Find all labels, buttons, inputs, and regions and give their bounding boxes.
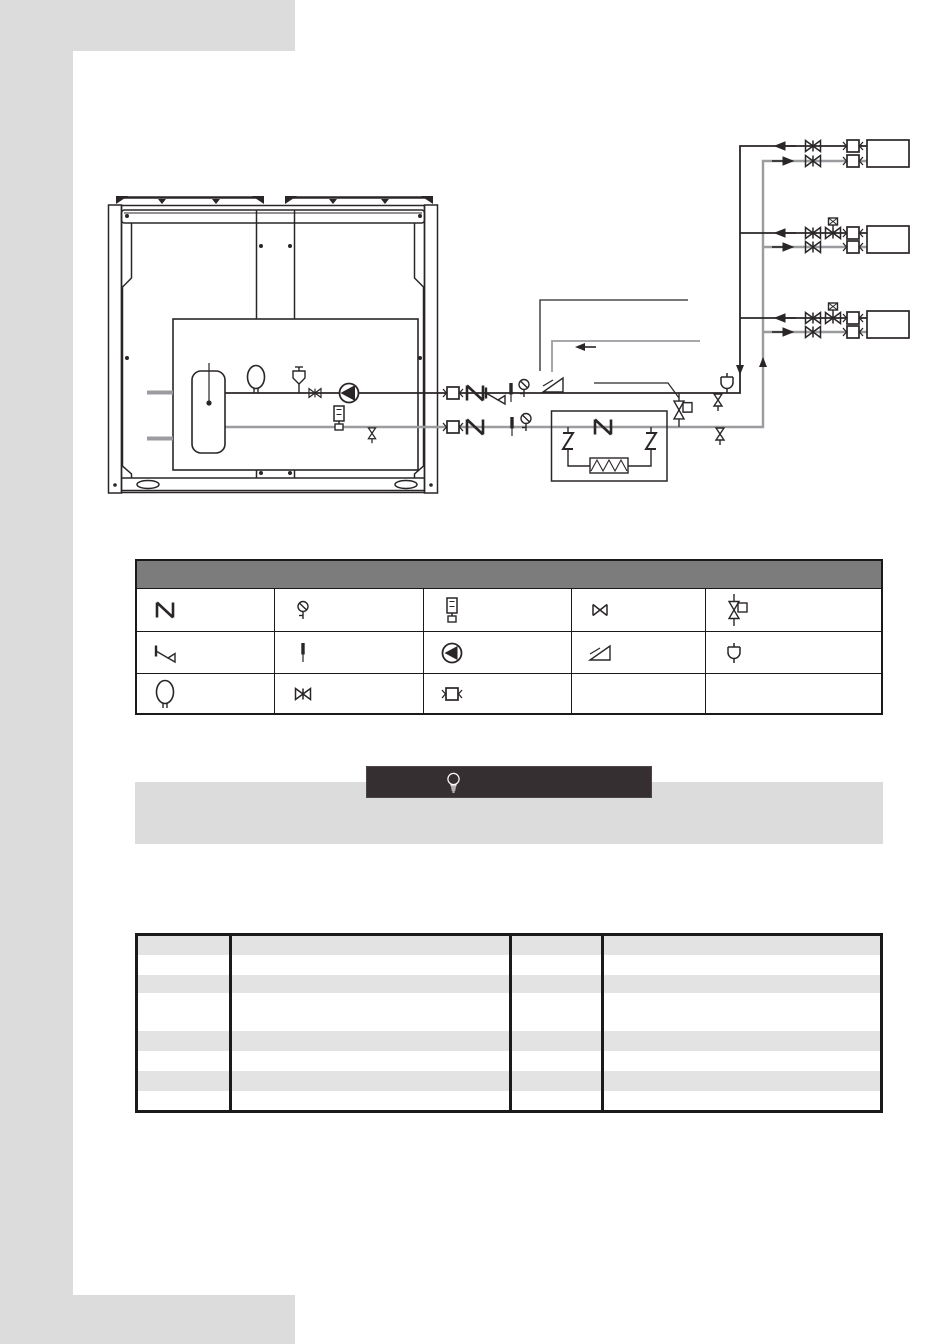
legend-table	[135, 559, 883, 715]
terminal-unit-box	[867, 311, 909, 338]
expansion-vessel-icon	[143, 673, 187, 715]
flexible-joint-icon	[430, 673, 474, 715]
flexible-joint	[443, 387, 463, 399]
flexible-joint	[443, 421, 463, 433]
legend-cell-pressure-gauge-icon	[274, 589, 423, 631]
outdoor-unit	[109, 196, 438, 493]
terminal-unit-box	[867, 140, 909, 167]
legend-cell-y-strainer-icon	[137, 631, 274, 673]
check-valve-icon	[578, 589, 622, 631]
motorized-valve	[829, 218, 838, 228]
callout-leader-gray	[552, 341, 700, 372]
thermometer-icon	[281, 632, 325, 674]
field-components	[443, 343, 767, 481]
flow-arrow	[575, 343, 596, 351]
terminal-branches	[772, 140, 909, 338]
legend-header	[137, 561, 881, 589]
terminal-unit-box	[867, 226, 909, 253]
callout-leader-black	[540, 300, 688, 371]
air-purge-valve	[721, 373, 733, 393]
flow-arrow-down	[736, 365, 744, 375]
piping-diagram	[0, 0, 950, 560]
legend-cell-flexible-hose-icon	[137, 589, 274, 631]
drain-valve	[714, 394, 722, 411]
legend-cell-empty	[571, 673, 705, 713]
column-divider	[601, 936, 604, 1110]
foot-hole	[137, 481, 159, 489]
flow-switch	[334, 406, 344, 430]
legend-cell-circulation-pump-icon	[423, 631, 571, 673]
legend-grid	[137, 589, 881, 713]
y-strainer-icon	[143, 632, 187, 674]
drain-valve	[716, 428, 724, 445]
legend-cell-flexible-joint-icon	[423, 673, 571, 713]
air-purge-valve-icon	[712, 632, 756, 674]
differential-pressure-valve-icon	[712, 589, 756, 631]
light-bulb-icon	[446, 771, 461, 795]
legend-cell-check-valve-icon	[571, 589, 705, 631]
differential-pressure-valve	[674, 393, 692, 427]
legend-cell-thermometer-icon	[274, 631, 423, 673]
column-divider	[229, 936, 232, 1110]
foot-hole	[395, 481, 417, 489]
column-divider	[509, 936, 512, 1110]
circulation-pump	[340, 384, 359, 403]
legend-cell-expansion-vessel-icon	[137, 673, 274, 713]
legend-cell-flow-switch-icon	[423, 589, 571, 631]
legend-cell-safety-valve-icon	[571, 631, 705, 673]
safety-valve-icon	[578, 632, 622, 674]
bypass-box	[552, 411, 668, 481]
scan-margin-bottom	[0, 1295, 295, 1344]
safety-valve-flag	[543, 378, 563, 392]
legend-cell-differential-pressure-valve-icon	[705, 589, 881, 631]
pressure-gauge	[521, 414, 531, 432]
y-strainer	[486, 388, 505, 405]
circulation-pump-icon	[430, 632, 474, 674]
flexible-hose-icon	[143, 589, 187, 631]
callout-leader-bypass	[594, 383, 679, 398]
legend-cell-empty	[705, 673, 881, 713]
flow-switch-icon	[430, 589, 474, 631]
pressure-gauge	[519, 380, 529, 398]
motorized-valve	[829, 303, 838, 313]
legend-cell-air-purge-valve-icon	[705, 631, 881, 673]
shut-off-valve-icon	[281, 673, 325, 715]
flow-arrow-up	[759, 357, 767, 367]
legend-cell-shut-off-valve-icon	[274, 673, 423, 713]
note-banner	[366, 766, 652, 798]
pressure-gauge-icon	[281, 589, 325, 631]
bypass-circuit	[552, 411, 668, 481]
terminal-unit-1	[772, 140, 909, 167]
spec-table	[135, 933, 883, 1113]
